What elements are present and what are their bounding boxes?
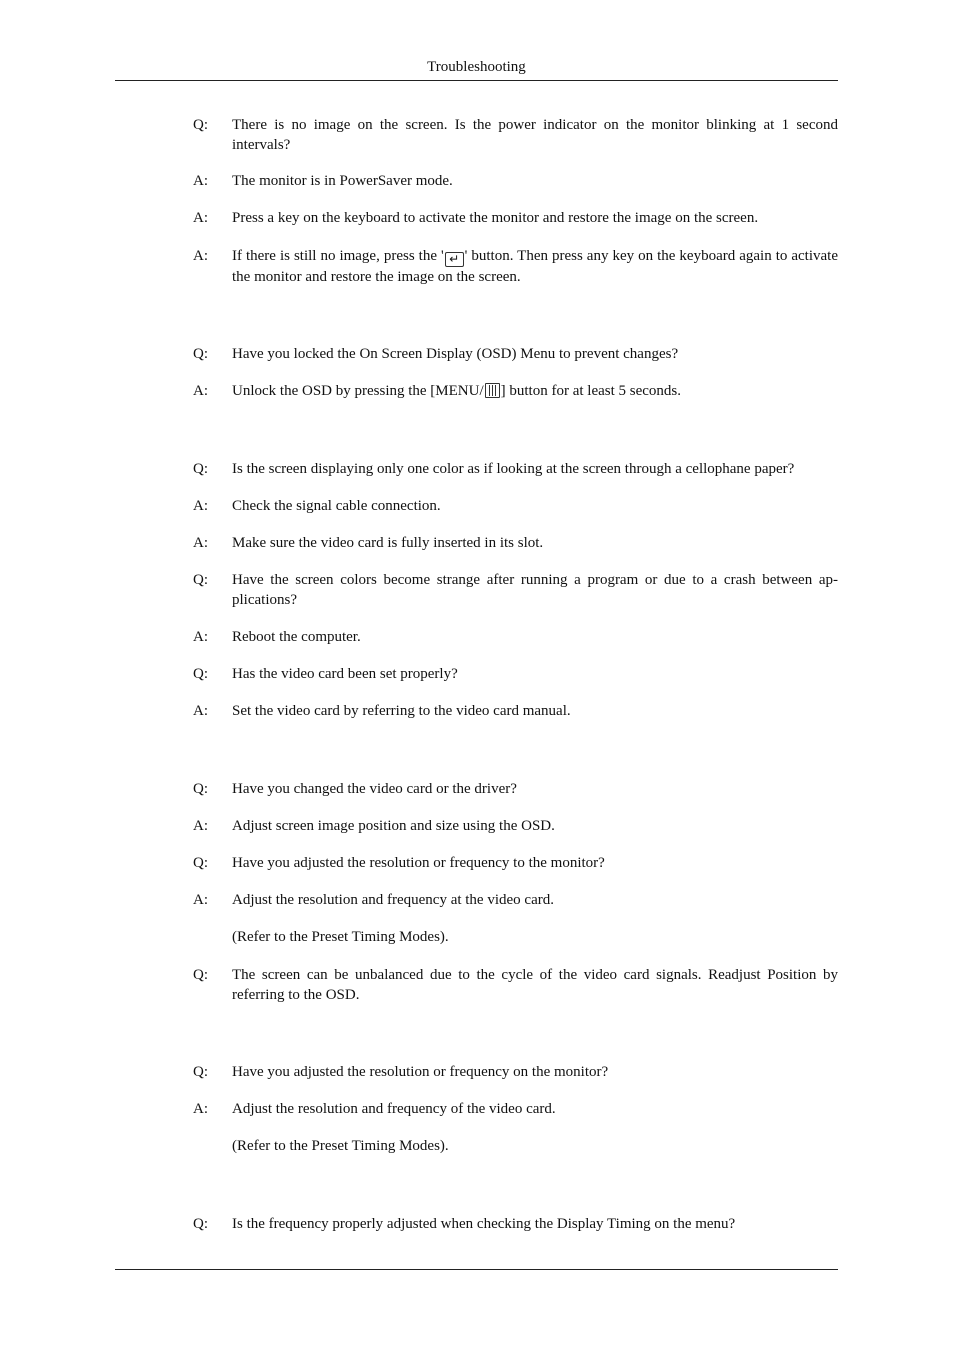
qa-row — [193, 701, 838, 721]
qa-row — [193, 816, 838, 836]
qa-row — [193, 927, 838, 947]
answer-label: A: — [193, 818, 208, 834]
header-divider — [115, 80, 838, 81]
answer-text: Adjust the resolution and frequency at the video card. — [232, 892, 554, 908]
enter-key-icon: ↵ — [445, 252, 464, 267]
answer-label: A: — [193, 383, 208, 399]
answer-text-part: ] button for at least 5 seconds. — [500, 383, 682, 399]
question-text: Have the screen colors become strange after running a program or due to a crash between ap-plications? — [232, 572, 838, 608]
answer-label: A: — [193, 498, 208, 514]
qa-row — [193, 533, 838, 553]
answer-label: A: — [193, 210, 208, 226]
answer-text-part: Unlock the OSD by pressing the [MENU/ — [232, 383, 484, 399]
answer-text: Set the video card by referring to the video card manual. — [232, 703, 571, 719]
answer-label: A: — [193, 703, 208, 719]
qa-row — [193, 208, 838, 228]
qa-row — [193, 570, 838, 610]
question-text: Is the frequency properly adjusted when checking the Display Timing on the menu? — [232, 1216, 736, 1232]
answer-label: A: — [193, 535, 208, 551]
answer-text: Adjust the resolution and frequency of the video card. — [232, 1101, 556, 1117]
answer-text: Make sure the video card is fully inserted in its slot. — [232, 535, 544, 551]
note-text: (Refer to the Preset Timing Modes). — [232, 929, 449, 945]
question-text: There is no image on the screen. Is the power indicator on the monitor blinking at 1 second intervals? — [232, 117, 838, 153]
answer-text: Check the signal cable connection. — [232, 498, 441, 514]
question-text: Have you locked the On Screen Display (OSD) Menu to prevent changes? — [232, 346, 679, 362]
qa-row — [193, 779, 838, 799]
qa-row — [193, 496, 838, 516]
answer-label: A: — [193, 629, 208, 645]
answer-text-part: If there is still no image, press the ' — [232, 248, 444, 264]
menu-grid-icon — [485, 383, 500, 398]
answer-text — [232, 381, 838, 401]
answer-label: A: — [193, 892, 208, 908]
answer-text: The monitor is in PowerSaver mode. — [232, 173, 453, 189]
page-header-title: Troubleshooting — [427, 59, 526, 75]
qa-row — [193, 344, 838, 364]
answer-label: A: — [193, 1101, 208, 1117]
question-label: Q: — [193, 572, 208, 588]
answer-text — [232, 246, 838, 287]
question-text: Is the screen displaying only one color as if looking at the screen through a cellophane paper? — [232, 461, 795, 477]
question-label: Q: — [193, 967, 208, 983]
question-label: Q: — [193, 781, 208, 797]
question-label: Q: — [193, 855, 208, 871]
answer-text: Reboot the computer. — [232, 629, 361, 645]
qa-row — [193, 1136, 838, 1156]
question-label: Q: — [193, 1064, 208, 1080]
question-text: Have you adjusted the resolution or frequency on the monitor? — [232, 1064, 609, 1080]
qa-row — [193, 459, 838, 479]
answer-label: A: — [193, 248, 208, 264]
qa-row — [193, 1062, 838, 1082]
answer-text: Press a key on the keyboard to activate the monitor and restore the image on the screen. — [232, 210, 759, 226]
answer-text: Adjust screen image position and size using the OSD. — [232, 818, 555, 834]
note-text: (Refer to the Preset Timing Modes). — [232, 1138, 449, 1154]
qa-row — [193, 246, 838, 287]
answer-label: A: — [193, 173, 208, 189]
question-text: The screen can be unbalanced due to the cycle of the video card signals. Readjust Position by referring to the OSD. — [232, 967, 838, 1003]
qa-row — [193, 965, 838, 1005]
question-text: Have you adjusted the resolution or frequency to the monitor? — [232, 855, 605, 871]
qa-row — [193, 890, 838, 910]
question-label: Q: — [193, 346, 208, 362]
qa-row — [193, 627, 838, 647]
question-text: Has the video card been set properly? — [232, 666, 458, 682]
question-text: Have you changed the video card or the driver? — [232, 781, 517, 797]
question-label: Q: — [193, 461, 208, 477]
footer-divider — [115, 1269, 838, 1270]
qa-row — [193, 1099, 838, 1119]
qa-row — [193, 853, 838, 873]
qa-row — [193, 1214, 838, 1234]
qa-row — [193, 115, 838, 155]
question-label: Q: — [193, 666, 208, 682]
question-label: Q: — [193, 1216, 208, 1232]
answer-text-part: ' button. Then press any key on the keyboard again to activate the monitor and restore the image on the screen. — [232, 248, 838, 285]
qa-row — [193, 381, 838, 401]
qa-row — [193, 171, 838, 191]
qa-row — [193, 664, 838, 684]
question-label: Q: — [193, 117, 208, 133]
